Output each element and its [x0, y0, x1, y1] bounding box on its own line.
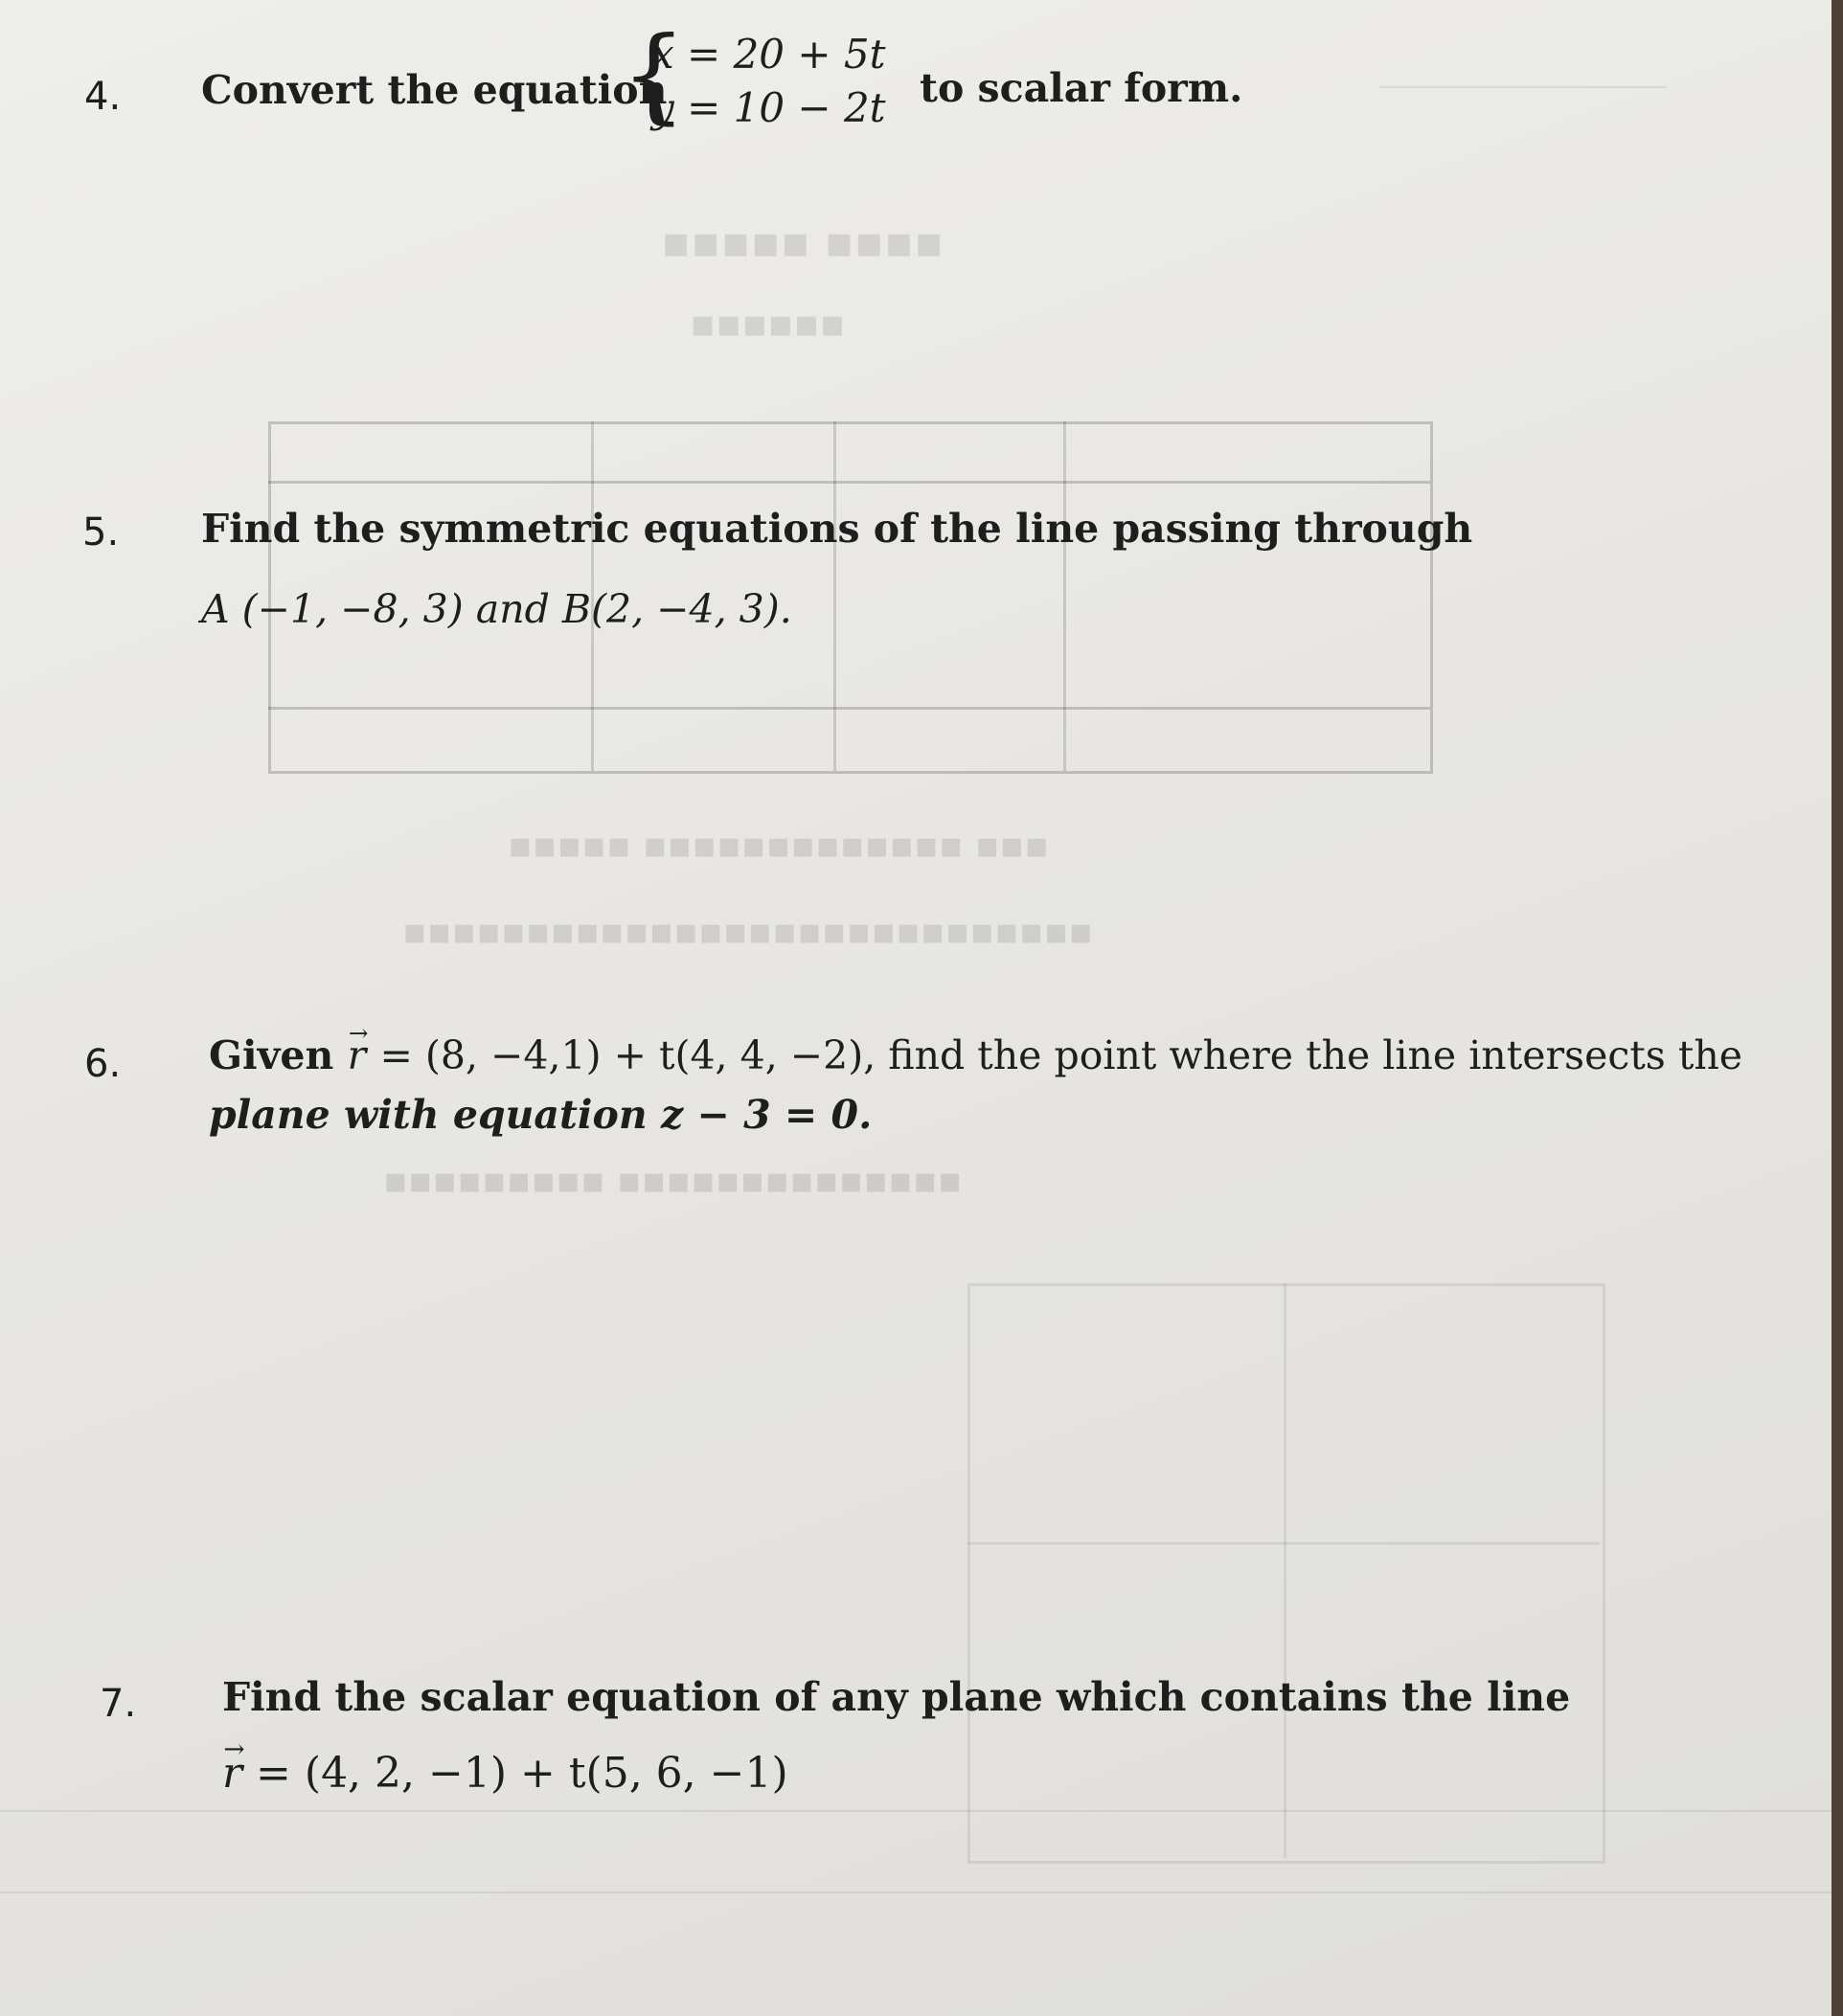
bleed-through-grid-line: [1284, 1283, 1286, 1858]
question-6-given: Given: [209, 1032, 334, 1078]
question-6-equation: = (8, −4,1) + t(4, 4, −2), find the point where the line intersects the: [379, 1032, 1743, 1078]
bleed-through-table-line: [268, 707, 1430, 710]
bleed-through-grid: [967, 1283, 1605, 1864]
bleed-through-text: ▪▪▪▪▪▪▪▪▪ ▪▪▪▪▪▪▪▪▪▪▪▪▪▪: [383, 1159, 963, 1201]
bleed-through-text: ▪▪▪▪▪ ▪▪▪▪: [661, 215, 944, 267]
question-6-line-2: plane with equation z − 3 = 0.: [209, 1092, 873, 1138]
vector-r: → r: [222, 1749, 242, 1798]
question-4-suffix: to scalar form.: [920, 65, 1243, 111]
question-5-number: 5.: [82, 510, 120, 555]
bleed-through-table-line: [1063, 421, 1066, 771]
question-7-equation: = (4, 2, −1) + t(5, 6, −1): [256, 1749, 788, 1798]
question-6-number: 6.: [84, 1042, 122, 1086]
question-4-number: 4.: [84, 75, 122, 119]
question-7-line-2: [222, 1749, 788, 1798]
question-4-equation-x: x = 20 + 5t: [651, 31, 886, 78]
question-7-line-1: Find the scalar equation of any plane which contains the line: [222, 1674, 1571, 1720]
bleed-through-rule: [0, 1810, 1832, 1812]
bleed-through-table-line: [268, 481, 1430, 484]
question-4-prefix: Convert the equation: [201, 67, 668, 113]
question-4-equation-y: y = 10 − 2t: [651, 84, 886, 131]
bleed-through-text: ▪▪▪▪▪▪▪▪▪▪▪▪▪▪▪▪▪▪▪▪▪▪▪▪▪▪▪▪: [402, 910, 1094, 952]
question-5-line-1: Find the symmetric equations of the line passing through: [201, 506, 1473, 552]
question-5-line-2: A (−1, −8, 3) and B(2, −4, 3).: [201, 586, 792, 632]
equation-brace: {: [621, 15, 687, 135]
bleed-through-text: ▪▪▪▪▪▪: [690, 302, 846, 346]
bleed-through-text: ▪▪▪▪▪ ▪▪▪▪▪▪▪▪▪▪▪▪▪ ▪▪▪: [508, 824, 1049, 866]
question-6-line-1: [209, 1032, 1742, 1078]
question-7-number: 7.: [100, 1682, 137, 1726]
bleed-through-rule: [0, 1891, 1832, 1893]
bleed-through-rule: [1379, 86, 1667, 88]
bleed-through-table-line: [833, 421, 836, 771]
vector-r: → r: [348, 1032, 367, 1078]
page-edge-shadow: [1832, 0, 1843, 2016]
